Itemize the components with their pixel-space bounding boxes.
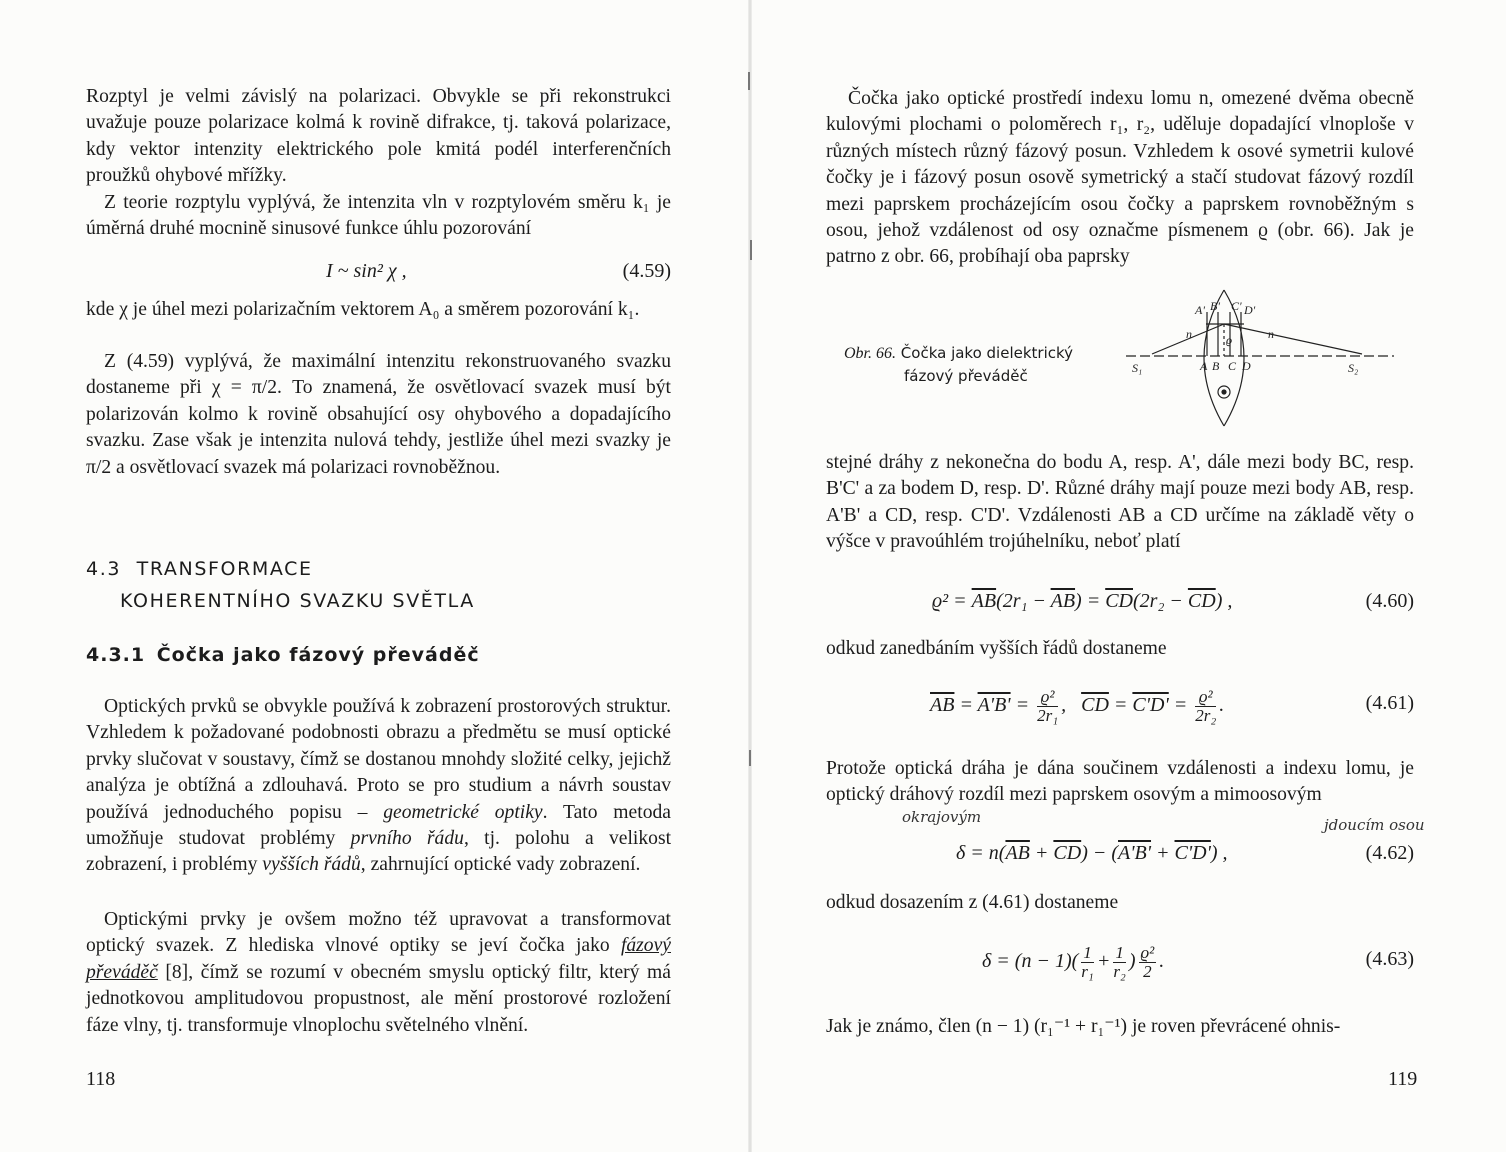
section-title-line1: TRANSFORMACE xyxy=(136,558,313,580)
equation-expression: $ϱ^2 = \overline{AB}(2r_1 - \overline{AB}) = \overline{CD}(2r_2 - \overline{CD})$ , xyxy=(932,590,1233,612)
left-paragraph-4 xyxy=(86,349,671,481)
paragraph-text: , tj. polohu a velikost zobrazení, i problémy xyxy=(86,828,672,876)
right-page xyxy=(752,0,1506,1152)
paragraph-text: , zahrnující optické vady zobrazení. xyxy=(360,854,641,876)
paragraph-text: Jak je známo, člen (n − 1) (r₁⁻¹ + r₁⁻¹) je roven převrácené ohnis- xyxy=(826,1016,1341,1037)
right-paragraph-2 xyxy=(826,450,1414,556)
paragraph-text: odkud zanedbáním vyšších řádů dostaneme xyxy=(826,638,1167,659)
equation-4-59 xyxy=(86,256,671,286)
caption-line-1: Čočka jako dielektrický xyxy=(900,344,1074,362)
equation-number: (4.63) xyxy=(1365,948,1414,970)
paragraph-text: . Tato metoda umožňuje studovat problémy xyxy=(86,801,671,850)
paragraph-text: Z (4.59) vyplývá, že maximální intenzitu rekonstruovaného svazku dostaneme při χ = π/2. To znamená, že osvětlovací svazek musí být polarizován kolmo k rovině obsahující osy ohybového a dopadajícího svazku. Zase však je intenzita nulová tehdy, jestliže úhel mezi svazky je π/2 a osvětlovací svazek má polarizaci rovnoběžnou. xyxy=(86,351,671,478)
left-paragraph-6 xyxy=(86,907,671,1039)
section-heading xyxy=(86,558,313,580)
label-C-prime: C' xyxy=(1231,299,1242,313)
fraction: $\frac{1}{\text{r₁}}$ xyxy=(1081,943,1094,981)
right-paragraph-3 xyxy=(826,636,1414,662)
fraction: $\frac{1}{\text{r₂}}$ xyxy=(1113,943,1126,981)
equation-number: (4.60) xyxy=(1365,590,1414,612)
left-paragraph-3 xyxy=(86,297,671,323)
paragraph-text: Z teorie rozptylu vyplývá, že intenzita vln v rozptylovém směru k₁ je úměrná druhé mocnině sinusové funkce úhlu pozorování xyxy=(86,192,671,240)
section-title-line2: KOHERENTNÍHO SVAZKU SVĚTLA xyxy=(120,590,475,612)
section-heading-line2 xyxy=(120,590,475,612)
right-paragraph-1 xyxy=(826,86,1414,271)
handwritten-note-1: okrajovým xyxy=(902,808,982,826)
equation-4-62 xyxy=(826,838,1414,868)
left-paragraph-5 xyxy=(86,694,671,879)
page-number-right: 119 xyxy=(1388,1068,1418,1090)
equation-4-63 xyxy=(826,932,1414,988)
paragraph-text: Optickými prvky je ovšem možno též upravovat a transformovat optický svazek. Z hlediska vlnové optiky se jeví čočka jako xyxy=(86,909,671,957)
label-B: B xyxy=(1212,359,1220,373)
fraction: $\frac{\text{ϱ²}}{\text{2r₂}}$ xyxy=(1195,687,1217,725)
equation-4-60 xyxy=(826,586,1414,616)
equation-expression: $\overline{AB} = A'B'$ = $\frac{\text{ϱ²}}{\text{2r₁}}$ , $\overline{CD} = C'D'$ = $\frac{\text{ϱ²}}{\text{2r₂}}$ . xyxy=(930,687,1225,725)
label-B-prime: B' xyxy=(1210,299,1220,313)
equation-4-61 xyxy=(826,678,1414,730)
label-C: C xyxy=(1228,359,1237,373)
paragraph-text: Rozptyl je velmi závislý na polarizaci. Obvykle se při rekonstrukci uvažuje pouze polarizace kolmá k rovině difrakce, tj. taková polarizace, kdy vektor intenzity elektrického pole kmitá podél interferenčních proužků ohybové mřížky. xyxy=(86,86,671,187)
emphasis-text: geometrické optiky xyxy=(383,801,543,823)
left-page xyxy=(0,0,752,1152)
label-n-left: n xyxy=(1186,327,1192,341)
equation-expression: I ~ sin² χ , xyxy=(326,260,407,282)
equation-number: (4.59) xyxy=(622,260,671,282)
label-D-prime: D' xyxy=(1244,303,1256,317)
label-rho: ϱ xyxy=(1226,333,1233,347)
equation-number: (4.61) xyxy=(1365,692,1414,714)
label-A-prime: A' xyxy=(1195,303,1205,317)
fraction: $\frac{\text{ϱ²}}{2}$ xyxy=(1140,943,1155,981)
subsection-heading xyxy=(86,644,480,666)
figure-label: Obr. 66. xyxy=(844,345,897,362)
equation-number: (4.62) xyxy=(1365,842,1414,864)
figure-caption xyxy=(844,342,1114,387)
section-number: 4.3 xyxy=(86,558,122,580)
label-A: A xyxy=(1200,359,1208,373)
emphasis-text: fázový převáděč xyxy=(86,935,671,983)
emphasis-text: vyšších řádů xyxy=(262,854,361,876)
label-S1: S₁ xyxy=(1132,361,1143,375)
lens-center-dot xyxy=(1222,390,1226,394)
label-S2: S₂ xyxy=(1348,361,1359,375)
left-paragraph-1 xyxy=(86,84,671,190)
subsection-title: Čočka jako fázový převáděč xyxy=(156,644,480,666)
paragraph-text: Optických prvků se obvykle používá k zobrazení prostorových struktur. Vzhledem k požadované podobnosti obrazu a předmětu se musí optické prvky slučovat v soustavy, čímž se dostanou mnohdy složité celky, jejichž analýza je obtížná a zdlouhavá. Proto se pro studium a návrh soustav používá jednoduchého popisu – xyxy=(86,696,671,823)
fraction: $\frac{\text{ϱ²}}{\text{2r₁}}$ xyxy=(1037,687,1059,725)
handwritten-note-2: jdoucím osou xyxy=(1324,816,1425,834)
equation-expression: δ = (n − 1)( $\frac{1}{\text{r₁}}$ + $\frac{1}{\text{r₂}}$ ) $\frac{\text{ϱ²}}{2}$ . xyxy=(982,943,1165,981)
right-paragraph-5 xyxy=(826,890,1414,916)
label-n-right: n xyxy=(1268,327,1274,341)
right-paragraph-4 xyxy=(826,756,1414,809)
page-number-left: 118 xyxy=(86,1068,116,1090)
equation-expression: $\delta = n(\overline{AB} + \overline{CD}) - (A'B' + C'D')$ , xyxy=(956,842,1228,864)
paragraph-text: [8], čímž se rozumí v obecném smyslu optický filtr, který má jednotkovou amplitudovou propustnost, ale mění prostorové rozložení fáze vlny, tj. transformuje vlnoplochu světelného vlnění. xyxy=(86,961,671,1036)
right-paragraph-6 xyxy=(826,1014,1414,1040)
paragraph-text: Čočka jako optické prostředí indexu lomu n, omezené dvěma obecně kulovými plochami o poloměrech r₁, r₂, uděluje dopadající vlnoploše v různých místech různý fázový posun. Vzhledem k osové symetrii kulové čočky je i fázový posun osově symetrický a stačí studovat fázový rozdíl mezi paprskem procházejícím osou čočky a paprskem rovnoběžným s osou, jehož vzdálenost od osy označme písmenem ϱ (obr. 66). Jak je patrno z obr. 66, probíhají oba paprsky xyxy=(826,88,1414,268)
subsection-number: 4.3.1 xyxy=(86,644,146,666)
paragraph-text: kde χ je úhel mezi polarizačním vektorem A₀ a směrem pozorování k₁. xyxy=(86,299,640,320)
paragraph-text: Protože optická dráha je dána součinem vzdálenosti a indexu lomu, je optický dráhový rozdíl mezi paprskem osovým a mimoosovým xyxy=(826,758,1414,806)
paragraph-text: stejné dráhy z nekonečna do bodu A, resp. A', dále mezi body BC, resp. B'C' a za bodem D, resp. D'. Různé dráhy mají pouze mezi body AB, resp. A'B' a CD, resp. C'D'. Vzdálenosti AB a CD určíme na základě věty o výšce v pravoúhlém trojúhelníku, neboť platí xyxy=(826,452,1414,553)
left-paragraph-2 xyxy=(86,190,671,243)
caption-line-2: fázový převáděč xyxy=(904,367,1028,385)
paragraph-text: odkud dosazením z (4.61) dostaneme xyxy=(826,892,1119,913)
off-axis-ray-out xyxy=(1224,324,1362,354)
emphasis-text: prvního řádu xyxy=(350,828,464,850)
label-D: D xyxy=(1242,359,1251,373)
lens-diagram xyxy=(1122,286,1402,436)
